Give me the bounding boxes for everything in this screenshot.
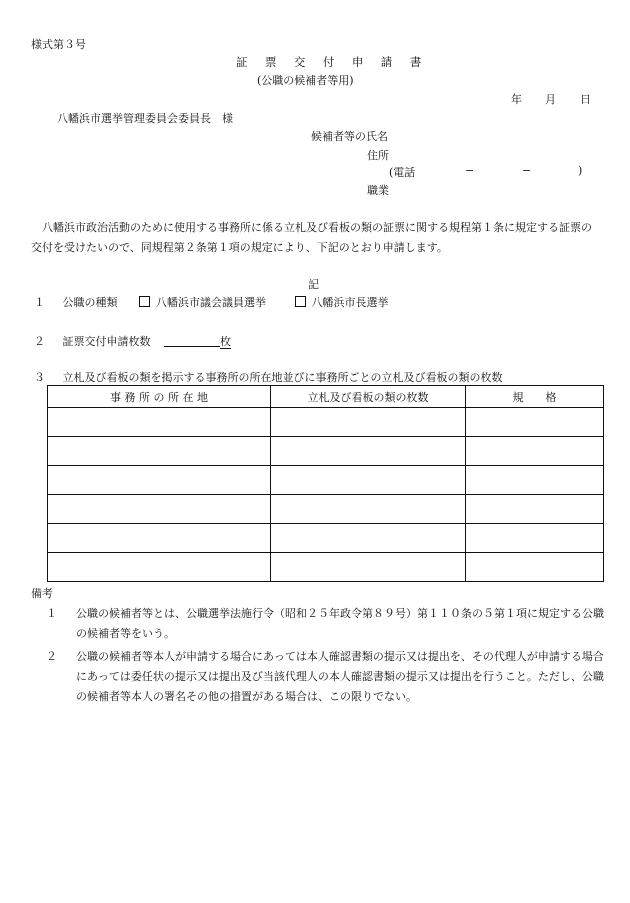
remark-item [34,604,604,644]
cell-office-location[interactable] [48,437,271,466]
header-sign-count: 立札及び看板の類の枚数 [271,386,466,408]
item-3-number: ３ [34,371,45,384]
table-row [48,466,604,495]
item-1-number: １ [34,296,45,309]
table-row [48,524,604,553]
applicant-name-label: 候補者等の氏名 [311,130,388,143]
remarks-heading: 備考 [31,587,53,600]
applicant-phone-label: (電話 [389,166,416,179]
cell-office-location[interactable] [48,524,271,553]
date-day: 日 [580,93,591,106]
cell-sign-count[interactable] [271,553,466,582]
table-row [48,437,604,466]
item-1-label: 公職の種類 [62,296,118,309]
item-3 [34,369,503,385]
remarks-section [31,585,604,707]
header-specification: 規 格 [466,386,604,408]
option-mayor-label: 八幡浜市長選挙 [311,296,389,309]
remark-number: １ [46,607,57,620]
cell-sign-count[interactable] [271,408,466,437]
date-year: 年 [511,93,522,106]
form-subtitle: (公職の候補者等用) [257,74,354,87]
office-table [47,385,604,582]
applicant-occupation-label: 職業 [367,184,389,197]
phone-dash-1: − [465,164,475,177]
item-2 [34,333,231,349]
date-month: 月 [545,93,556,106]
cell-specification[interactable] [466,553,604,582]
remark-text: 公職の候補者等本人が申請する場合にあっては本人確認書類の提示又は提出を、その代理人が申請する場合にあっては委任状の提示又は提出及び当該代理人の本人確認書類の提示又は提出を行うこと。ただし、公職の候補者等本人の署名その他の措置がある場合は、この限りでない。 [76,650,604,703]
item-2-label: 証票交付申請枚数 [62,335,151,348]
form-number: 様式第３号 [31,38,86,51]
remark-item [34,647,604,707]
cell-office-location[interactable] [48,495,271,524]
addressee: 八幡浜市選挙管理委員会委員長 様 [57,112,233,125]
form-title: 証 票 交 付 申 請 書 [236,55,429,69]
item-3-label: 立札及び看板の類を掲示する事務所の所在地並びに事務所ごとの立札及び看板の類の枚数 [62,371,503,384]
cell-sign-count[interactable] [271,524,466,553]
option-mayor-checkbox[interactable] [295,296,312,309]
applicant-address-label: 住所 [367,149,389,162]
item-2-number: ２ [34,335,45,348]
cell-office-location[interactable] [48,408,271,437]
body-paragraph: 八幡浜市政治活動のために使用する事務所に係る立札及び看板の類の証票に関する規程第１条に規定する証票の交付を受けたいので、同規程第２条第１項の規定により、下記のとおり申請します。 [31,221,592,254]
cell-specification[interactable] [466,408,604,437]
sheet-count-field[interactable] [164,334,220,347]
table-row [48,495,604,524]
cell-office-location[interactable] [48,466,271,495]
sheet-count-unit: 枚 [220,335,231,348]
cell-office-location[interactable] [48,553,271,582]
remark-number: ２ [46,650,57,663]
table-header-row [48,386,604,408]
item-1 [34,294,389,310]
table-row [48,553,604,582]
cell-specification[interactable] [466,466,604,495]
cell-sign-count[interactable] [271,495,466,524]
option-city-council-label: 八幡浜市議会議員選挙 [156,296,266,309]
phone-dash-2: − [522,164,532,177]
cell-sign-count[interactable] [271,466,466,495]
option-city-council-checkbox[interactable] [139,296,156,309]
phone-close-paren: ) [578,164,583,177]
remark-text: 公職の候補者等とは、公職選挙法施行令（昭和２５年政令第８９号）第１１０条の５第１項に規定する公職の候補者等をいう。 [76,607,604,640]
cell-specification[interactable] [466,495,604,524]
cell-specification[interactable] [466,437,604,466]
cell-sign-count[interactable] [271,437,466,466]
ki-heading: 記 [308,278,319,291]
table-row [48,408,604,437]
cell-specification[interactable] [466,524,604,553]
header-office-location: 事 務 所 の 所 在 地 [48,386,271,408]
